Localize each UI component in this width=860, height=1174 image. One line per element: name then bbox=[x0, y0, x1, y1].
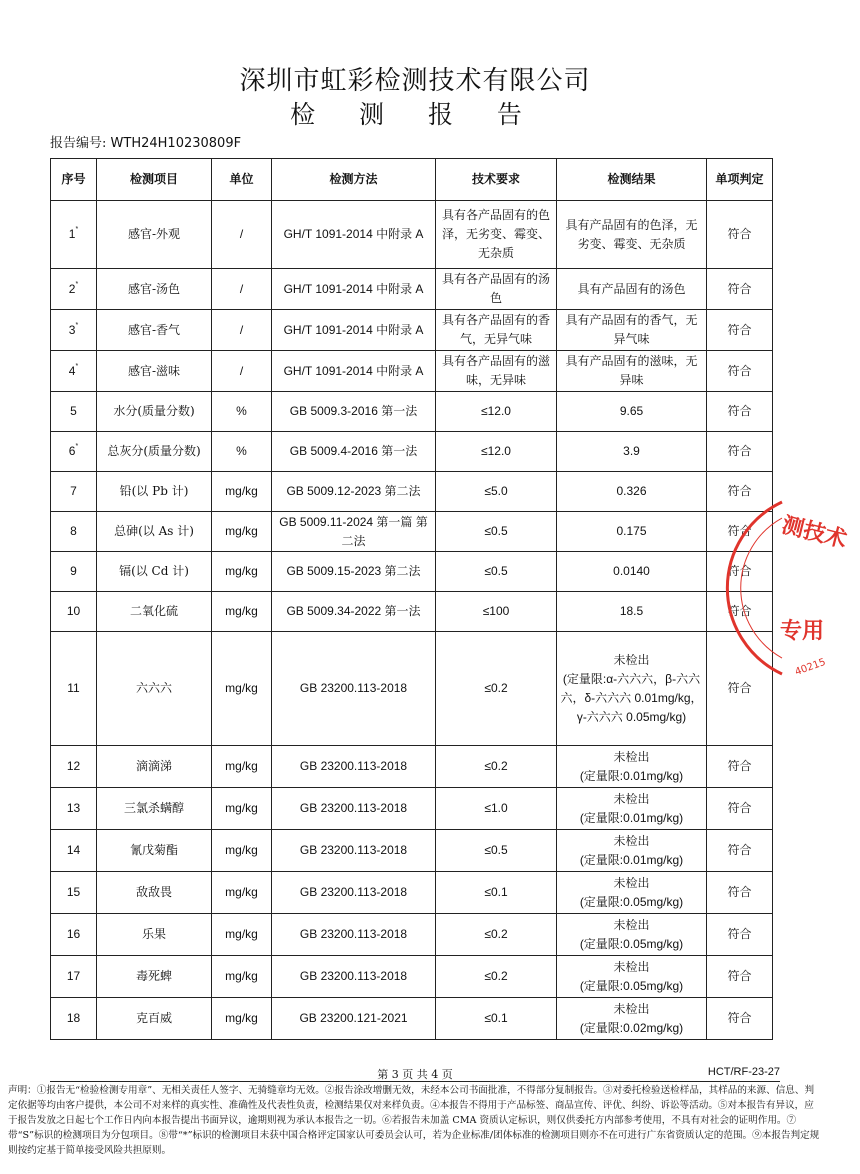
result-detection-limit: (定量限:0.01mg/kg) bbox=[579, 852, 684, 867]
result-detection-limit: (定量限:0.05mg/kg) bbox=[579, 978, 684, 993]
cell-item: 毒死蜱 bbox=[97, 956, 212, 998]
cell-no bbox=[51, 998, 97, 1040]
cell-requirement: ≤0.1 bbox=[436, 998, 557, 1040]
cell-unit: mg/kg bbox=[212, 592, 272, 632]
cell-method: GH/T 1091-2014 中附录 A bbox=[272, 269, 436, 310]
report-number-value: WTH24H10230809F bbox=[110, 136, 242, 151]
cell-requirement: ≤0.2 bbox=[436, 632, 557, 746]
table-row bbox=[51, 392, 773, 432]
cell-requirement: 具有各产品固有的香气，无异气味 bbox=[436, 310, 557, 351]
col-header-method: 检测方法 bbox=[272, 159, 436, 201]
cell-result: 9.65 bbox=[557, 392, 707, 432]
cell-method: GB 5009.15-2023 第二法 bbox=[272, 552, 436, 592]
cell-requirement: ≤0.5 bbox=[436, 830, 557, 872]
table-row bbox=[51, 788, 773, 830]
cell-result bbox=[557, 632, 707, 746]
cell-unit: mg/kg bbox=[212, 872, 272, 914]
result-status: 未检出 bbox=[613, 652, 650, 667]
cell-result bbox=[557, 956, 707, 998]
table-row bbox=[51, 914, 773, 956]
cell-result: 具有产品固有的香气，无异气味 bbox=[557, 310, 707, 351]
cell-no bbox=[51, 788, 97, 830]
row-number: 11 bbox=[67, 681, 80, 695]
stamp-text-top: 测技术 bbox=[779, 512, 850, 554]
cell-method: GB 23200.113-2018 bbox=[272, 914, 436, 956]
cell-verdict: 符合 bbox=[707, 746, 773, 788]
cell-method: GB 5009.4-2016 第一法 bbox=[272, 432, 436, 472]
cell-method: GH/T 1091-2014 中附录 A bbox=[272, 310, 436, 351]
cell-verdict: 符合 bbox=[707, 788, 773, 830]
row-number: 16 bbox=[66, 927, 81, 941]
cell-unit: mg/kg bbox=[212, 956, 272, 998]
cell-method: GB 5009.12-2023 第二法 bbox=[272, 472, 436, 512]
cell-requirement: 具有各产品固有的色泽，无劣变、霉变、无杂质 bbox=[436, 201, 557, 269]
row-number: 9 bbox=[70, 564, 77, 578]
uncertified-mark: * bbox=[75, 443, 79, 450]
cell-item: 感官-滋味 bbox=[97, 351, 212, 392]
cell-verdict: 符合 bbox=[707, 998, 773, 1040]
cell-item: 水分(质量分数) bbox=[97, 392, 212, 432]
cell-no bbox=[51, 512, 97, 552]
cell-item: 感官-汤色 bbox=[97, 269, 212, 310]
table-row bbox=[51, 269, 773, 310]
table-row bbox=[51, 830, 773, 872]
cell-verdict: 符合 bbox=[707, 432, 773, 472]
row-number: 10 bbox=[66, 604, 81, 618]
cell-result: 具有产品固有的汤色 bbox=[557, 269, 707, 310]
table-row bbox=[51, 956, 773, 998]
cell-unit: / bbox=[212, 310, 272, 351]
cell-result: 0.175 bbox=[557, 512, 707, 552]
cell-unit: mg/kg bbox=[212, 512, 272, 552]
cell-requirement: ≤0.2 bbox=[436, 956, 557, 998]
cell-no bbox=[51, 351, 97, 392]
table-row bbox=[51, 998, 773, 1040]
cell-unit: mg/kg bbox=[212, 830, 272, 872]
row-number: 2 bbox=[68, 281, 76, 296]
page-number: 第 3 页 共 4 页 bbox=[377, 1068, 453, 1081]
cell-unit: / bbox=[212, 269, 272, 310]
cell-verdict: 符合 bbox=[707, 269, 773, 310]
cell-item: 二氧化硫 bbox=[97, 592, 212, 632]
cell-result: 3.9 bbox=[557, 432, 707, 472]
cell-result bbox=[557, 914, 707, 956]
table-row bbox=[51, 432, 773, 472]
company-seal-stamp bbox=[780, 498, 860, 678]
cell-unit: % bbox=[212, 432, 272, 472]
result-detection-limit: (定量限:0.05mg/kg) bbox=[579, 894, 684, 909]
result-status: 未检出 bbox=[613, 959, 650, 974]
row-number: 6 bbox=[68, 444, 76, 458]
cell-unit: / bbox=[212, 201, 272, 269]
cell-requirement: ≤5.0 bbox=[436, 472, 557, 512]
cell-unit: mg/kg bbox=[212, 552, 272, 592]
cell-no bbox=[51, 472, 97, 512]
cell-result bbox=[557, 746, 707, 788]
cell-requirement: 具有各产品固有的滋味，无异味 bbox=[436, 351, 557, 392]
table-row bbox=[51, 512, 773, 552]
cell-item: 敌敌畏 bbox=[97, 872, 212, 914]
cell-method: GB 23200.121-2021 bbox=[272, 998, 436, 1040]
cell-requirement: ≤0.2 bbox=[436, 746, 557, 788]
document-title: 检 测 报 告 bbox=[290, 100, 540, 129]
cell-no bbox=[51, 269, 97, 310]
cell-method: GB 23200.113-2018 bbox=[272, 830, 436, 872]
table-row bbox=[51, 472, 773, 512]
result-status: 未检出 bbox=[613, 1001, 650, 1016]
col-header-verdict: 单项判定 bbox=[707, 159, 773, 201]
row-number: 1 bbox=[68, 227, 76, 241]
cell-item: 总灰分(质量分数) bbox=[97, 432, 212, 472]
footer-divider bbox=[50, 1081, 780, 1082]
result-detection-limit: (定量限:0.01mg/kg) bbox=[579, 810, 684, 825]
table-row bbox=[51, 746, 773, 788]
row-number: 8 bbox=[70, 524, 77, 538]
cell-no bbox=[51, 310, 97, 351]
uncertified-mark: * bbox=[75, 362, 79, 370]
cell-item: 三氯杀螨醇 bbox=[97, 788, 212, 830]
page-footer bbox=[50, 1066, 780, 1082]
cell-requirement: ≤0.5 bbox=[436, 552, 557, 592]
cell-unit: mg/kg bbox=[212, 914, 272, 956]
col-header-no: 序号 bbox=[51, 159, 97, 201]
cell-verdict: 符合 bbox=[707, 392, 773, 432]
form-code: HCT/RF-23-27 bbox=[707, 1066, 780, 1078]
cell-verdict: 符合 bbox=[707, 512, 773, 552]
row-number: 4 bbox=[68, 363, 76, 378]
cell-result: 具有产品固有的色泽，无劣变、霉变、无杂质 bbox=[557, 201, 707, 269]
table-row bbox=[51, 872, 773, 914]
cell-method: GB 23200.113-2018 bbox=[272, 746, 436, 788]
cell-method: GB 5009.3-2016 第一法 bbox=[272, 392, 436, 432]
cell-no bbox=[51, 956, 97, 998]
cell-no bbox=[51, 746, 97, 788]
cell-item: 乐果 bbox=[97, 914, 212, 956]
row-number: 18 bbox=[66, 1011, 81, 1025]
cell-requirement: ≤0.5 bbox=[436, 512, 557, 552]
cell-verdict: 符合 bbox=[707, 552, 773, 592]
cell-item: 感官-香气 bbox=[97, 310, 212, 351]
cell-unit: mg/kg bbox=[212, 998, 272, 1040]
cell-verdict: 符合 bbox=[707, 632, 773, 746]
uncertified-mark: * bbox=[75, 226, 79, 233]
table-row bbox=[51, 201, 773, 269]
row-number: 13 bbox=[66, 801, 81, 815]
cell-requirement: ≤0.2 bbox=[436, 914, 557, 956]
cell-item: 滴滴涕 bbox=[97, 746, 212, 788]
cell-verdict: 符合 bbox=[707, 592, 773, 632]
stamp-number: 40215 bbox=[793, 656, 828, 679]
cell-item: 六六六 bbox=[97, 632, 212, 746]
result-detection-limit: (定量限:0.01mg/kg) bbox=[579, 768, 684, 783]
report-number-label: 报告编号: bbox=[50, 136, 107, 151]
result-detection-limit: (定量限:0.02mg/kg) bbox=[579, 1020, 684, 1035]
table-row bbox=[51, 310, 773, 351]
col-header-item: 检测项目 bbox=[97, 159, 212, 201]
cell-unit: mg/kg bbox=[212, 746, 272, 788]
cell-method: GB 23200.113-2018 bbox=[272, 788, 436, 830]
cell-no bbox=[51, 830, 97, 872]
col-header-result: 检测结果 bbox=[557, 159, 707, 201]
cell-item: 氰戊菊酯 bbox=[97, 830, 212, 872]
table-row bbox=[51, 552, 773, 592]
col-header-requirement: 技术要求 bbox=[436, 159, 557, 201]
row-number: 12 bbox=[66, 759, 81, 773]
result-status: 未检出 bbox=[613, 833, 650, 848]
cell-method: GB 5009.11-2024 第一篇 第二法 bbox=[272, 512, 436, 552]
declaration-text: 声明：①报告无“检验检测专用章”、无相关责任人签字、无骑缝章均无效。②报告涂改增删无效，未经本公司书面批准，不得部分复制报告。③对委托检验送检样品，其样品的来源、信息、判定依据等均由客户提供，本公司不对来样的真实性、准确性及代表性负责，检测结果仅对来样负责。④本报告不得用于产品标签、商品宣传、评优、纠纷、诉讼等活动。⑤对本报告有异议，应于报告发放之日起七个工作日内向本报告提出书面异议，逾期则视为承认本报告之一切。⑥若报告未加盖 CMA 资质认定标识，则仅供委托方内部参考使用，不具有对社会的证明作用。⑦带“S”标识的检测项目为分包项目。⑧带“*”标识的检测项目未获中国合格评定国家认可委员会认可，若为企业标准/团体标准的检测项目则亦不在可进行广东省资质认定的范围。⑨本报告判定规则按约定基于简单接受风险共担原则。 bbox=[8, 1085, 820, 1156]
report-number bbox=[50, 132, 241, 151]
stamp-text-middle: 专用 bbox=[780, 619, 825, 644]
cell-no bbox=[51, 632, 97, 746]
row-number: 14 bbox=[66, 843, 81, 857]
cell-unit: mg/kg bbox=[212, 472, 272, 512]
cell-no bbox=[51, 914, 97, 956]
table-header-row bbox=[51, 159, 773, 201]
cell-no bbox=[51, 392, 97, 432]
cell-no bbox=[51, 201, 97, 269]
cell-unit: mg/kg bbox=[212, 632, 272, 746]
cell-no bbox=[51, 872, 97, 914]
row-number: 17 bbox=[66, 969, 81, 983]
result-detection-limit: (定量限:0.05mg/kg) bbox=[579, 936, 684, 951]
cell-item: 镉(以 Cd 计) bbox=[97, 552, 212, 592]
result-status: 未检出 bbox=[613, 917, 650, 932]
cell-verdict: 符合 bbox=[707, 830, 773, 872]
result-status: 未检出 bbox=[613, 875, 650, 890]
row-number: 5 bbox=[70, 404, 77, 418]
company-name: 深圳市虹彩检测技术有限公司 bbox=[239, 66, 591, 96]
table-row bbox=[51, 592, 773, 632]
cell-requirement: 具有各产品固有的汤色 bbox=[436, 269, 557, 310]
cell-method: GH/T 1091-2014 中附录 A bbox=[272, 351, 436, 392]
cell-no bbox=[51, 552, 97, 592]
result-status: 未检出 bbox=[613, 791, 650, 806]
row-number: 7 bbox=[70, 484, 77, 498]
col-header-unit: 单位 bbox=[212, 159, 272, 201]
cell-result: 18.5 bbox=[557, 592, 707, 632]
cell-item: 总砷(以 As 计) bbox=[97, 512, 212, 552]
row-number: 3 bbox=[68, 322, 76, 337]
cell-result bbox=[557, 788, 707, 830]
cell-item: 感官-外观 bbox=[97, 201, 212, 269]
cell-result bbox=[557, 998, 707, 1040]
cell-requirement: ≤12.0 bbox=[436, 392, 557, 432]
cell-verdict: 符合 bbox=[707, 914, 773, 956]
cell-result: 具有产品固有的滋味，无异味 bbox=[557, 351, 707, 392]
cell-verdict: 符合 bbox=[707, 310, 773, 351]
cell-verdict: 符合 bbox=[707, 201, 773, 269]
result-status: 未检出 bbox=[613, 749, 650, 764]
cell-requirement: ≤100 bbox=[436, 592, 557, 632]
cell-method: GB 5009.34-2022 第一法 bbox=[272, 592, 436, 632]
cell-unit: % bbox=[212, 392, 272, 432]
cell-item: 克百威 bbox=[97, 998, 212, 1040]
cell-verdict: 符合 bbox=[707, 956, 773, 998]
cell-no bbox=[51, 432, 97, 472]
cell-requirement: ≤0.1 bbox=[436, 872, 557, 914]
cell-verdict: 符合 bbox=[707, 472, 773, 512]
row-number: 15 bbox=[66, 885, 81, 899]
cell-result bbox=[557, 872, 707, 914]
cell-verdict: 符合 bbox=[707, 872, 773, 914]
cell-unit: / bbox=[212, 351, 272, 392]
table-row bbox=[51, 351, 773, 392]
cell-verdict: 符合 bbox=[707, 351, 773, 392]
table-row bbox=[51, 632, 773, 746]
cell-method: GH/T 1091-2014 中附录 A bbox=[272, 201, 436, 269]
uncertified-mark: * bbox=[75, 280, 79, 288]
cell-requirement: ≤12.0 bbox=[436, 432, 557, 472]
result-detection-limit: (定量限:α-六六六，β-六六六，δ-六六六 0.01mg/kg，γ-六六六 0.05mg/kg) bbox=[560, 671, 703, 724]
cell-no bbox=[51, 592, 97, 632]
cell-method: GB 23200.113-2018 bbox=[272, 956, 436, 998]
cell-unit: mg/kg bbox=[212, 788, 272, 830]
cell-result: 0.0140 bbox=[557, 552, 707, 592]
cell-method: GB 23200.113-2018 bbox=[272, 872, 436, 914]
uncertified-mark: * bbox=[75, 321, 79, 329]
cell-item: 铅(以 Pb 计) bbox=[97, 472, 212, 512]
cell-result: 0.326 bbox=[557, 472, 707, 512]
cell-result bbox=[557, 830, 707, 872]
test-results-table bbox=[50, 158, 773, 1040]
cell-requirement: ≤1.0 bbox=[436, 788, 557, 830]
cell-method: GB 23200.113-2018 bbox=[272, 632, 436, 746]
